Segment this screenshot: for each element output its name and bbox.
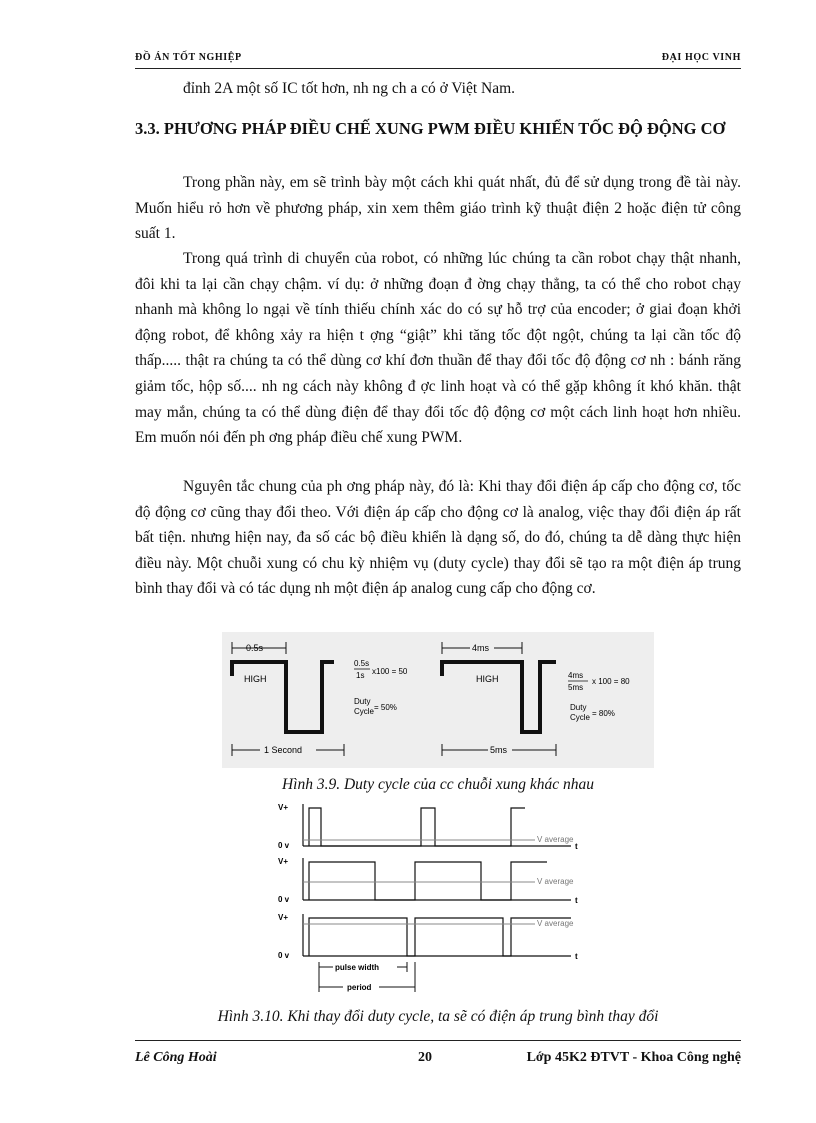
period-label: period: [347, 983, 372, 992]
right-bottom-label: 5ms: [490, 745, 508, 755]
right-formula-num: 4ms: [568, 671, 584, 680]
row2-zero-label: 0 v: [278, 895, 290, 904]
header-divider: [135, 68, 741, 69]
right-formula-den: 5ms: [568, 683, 584, 692]
left-formula-result: x100 = 50: [372, 667, 408, 676]
right-duty-value: = 80%: [592, 709, 615, 718]
row3-zero-label: 0 v: [278, 951, 290, 960]
right-duty-label-2: Cycle: [570, 713, 591, 722]
left-formula-den: 1s: [356, 671, 365, 680]
header-left: ĐỒ ÁN TỐT NGHIỆP: [135, 52, 242, 63]
left-top-label: 0.5s: [246, 643, 264, 653]
left-duty-label-1: Duty: [354, 697, 371, 706]
left-formula-num: 0.5s: [354, 659, 370, 668]
figure-3-9-caption: Hình 3.9. Duty cycle của cc chuỗi xung khác nhau: [281, 776, 595, 793]
header-right: ĐẠI HỌC VINH: [661, 52, 741, 63]
page-number: 20: [418, 1050, 432, 1065]
duty-cycle-figure: [222, 632, 654, 768]
row1-t-label: t: [575, 842, 578, 851]
row2-vplus-label: V+: [278, 857, 289, 866]
right-high-label: HIGH: [476, 674, 499, 684]
left-duty-label-2: Cycle: [354, 707, 375, 716]
row1-vplus-label: V+: [278, 803, 289, 812]
footer-class-info: Lớp 45K2 ĐTVT - Khoa Công nghệ: [526, 1050, 741, 1065]
paragraph-2: Trong quá trình di chuyển của robot, có những lúc chúng ta cần robot chạy thật nhanh, đôi khi ta lại cần chạy chậm. ví dụ: ở những đoạn đ ờng chạy thẳng, ta có thể cho robot chạy nhanh mà không lo ngại về tính thiếu chính xác do có sự hỗ trợ của encoder; ở giai đoạn khởi động robot, để không xảy ra hiện t ợng “giật” khi tăng tốc đột ngột, chúng ta lại cần tốc độ thấp..... thật ra chúng ta có thể dùng cơ khí đơn thuần để thay đổi tốc độ động cơ nh : bánh răng giảm tốc, hộp số.... nh ng cách này không đ ợc linh hoạt và có thể gặp không ít khó khăn. thật may mắn, chúng ta có thể dùng điện để thay đổi tốc độ động cơ một cách linh hoạt hơn nhiều. Em muốn nói đến ph ơng pháp điều chế xung PWM.: [135, 250, 741, 447]
figure-3-10-caption: Hình 3.10. Khi thay đổi duty cycle, ta sẽ có điện áp trung bình thay đổi: [217, 1008, 659, 1025]
row2-t-label: t: [575, 896, 578, 905]
row1-v-average-label: V average: [537, 835, 574, 844]
paragraph-1: Trong phần này, em sẽ trình bày một cách khi quát nhất, đủ để sử dụng trong đề tài này. Muốn hiểu rỏ hơn về phương pháp, xin xem thêm giáo trình kỹ thuật điện 2 hoặc điện tử công suất 1.: [135, 174, 741, 243]
row3-v-average-label: V average: [537, 919, 574, 928]
row3-vplus-label: V+: [278, 913, 289, 922]
pulse-width-label: pulse width: [335, 963, 379, 972]
left-high-label: HIGH: [244, 674, 267, 684]
right-top-label: 4ms: [472, 643, 490, 653]
row2-v-average-label: V average: [537, 877, 574, 886]
row1-zero-label: 0 v: [278, 841, 290, 850]
paragraph-3: Nguyên tắc chung của ph ơng pháp này, đó là: Khi thay đổi điện áp cấp cho động cơ, tốc độ động cơ cũng thay đổi theo. Với điện áp cấp cho động cơ là analog, việc thay đổi điện áp rất bất tiện. nhưng hiện nay, đa số các bộ điều khiển là dạng số, do đó, chúng ta dễ dàng thực hiện điều này. Một chuỗi xung có chu kỳ nhiệm vụ (duty cycle) thay đổi sẽ tạo ra một điện áp trung bình thay đổi và có tác dụng nh một điện áp analog cung cấp cho động cơ.: [135, 478, 741, 598]
intro-line: đỉnh 2A một số IC tốt hơn, nh ng ch a có ở Việt Nam.: [183, 80, 516, 97]
section-heading: 3.3. PHƯƠNG PHÁP ĐIỀU CHẾ XUNG PWM ĐIỀU KHIỂN TỐC ĐỘ ĐỘNG CƠ: [135, 119, 726, 138]
left-bottom-label: 1 Second: [264, 745, 303, 755]
footer-author: Lê Công Hoài: [135, 1050, 217, 1065]
right-duty-label-1: Duty: [570, 703, 587, 712]
left-duty-value: = 50%: [374, 703, 397, 712]
row3-t-label: t: [575, 952, 578, 961]
right-formula-result: x 100 = 80: [592, 677, 630, 686]
footer-divider: [135, 1040, 741, 1041]
pwm-average-figure: [275, 800, 605, 996]
